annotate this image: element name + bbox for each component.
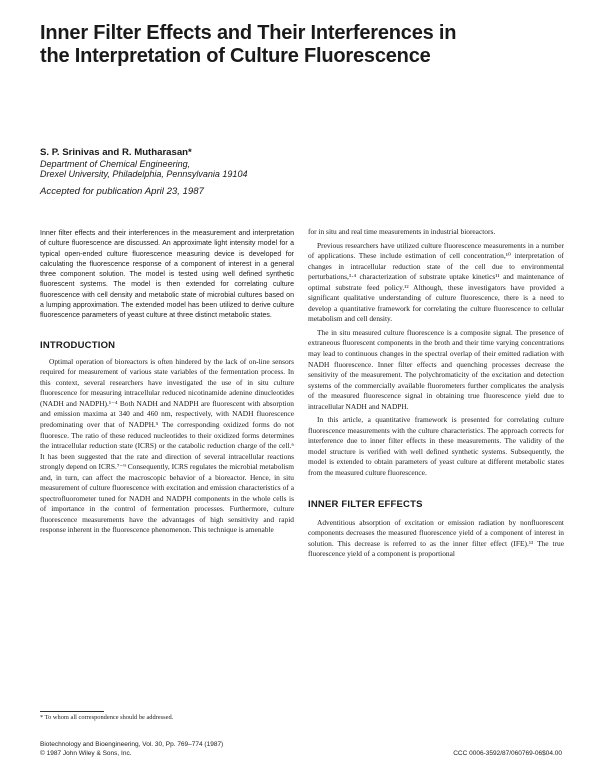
continued-paragraph: for in situ and real time measurements in industrial bioreactors. (308, 227, 496, 236)
framework-paragraph: In this article, a quantitative framework is presented for correlating culture fluorescence measurements with the culture characteristics. The approach corrects for interference due to inner filter effects in these measurements. The validity of the model structure is verified with well defined synthetic systems. Subsequently, the model is extended to obtain parameters of yeast culture at different metabolic states from the measured culture fluorescence. (308, 415, 564, 478)
inner-filter-effects-heading: INNER FILTER EFFECTS (308, 498, 423, 510)
abstract: Inner filter effects and their interferences in the measurement and interpretation of culture fluorescence are discussed. An approximate light intensity model for a typical open-ended culture fluorescence measuring device is developed for calculating the fluorescence response of a component of interest in a general three component solution. The model is tested using well defined synthetic fluorescent systems. The model is then extended for correlating culture fluorescence with cell density and metabolic state of microbial cultures based on a lumping approximation. The extended model has been utilized to derive culture fluorescence parameters of yeast culture at three distinct metabolic states. (40, 230, 294, 320)
ccc-code: CCC 0006-3592/87/060769-06$04.00 (453, 750, 562, 757)
left-column (40, 227, 294, 536)
introduction-heading: INTRODUCTION (40, 339, 116, 351)
footnote: * To whom all correspondence should be addressed. (40, 714, 174, 721)
footnote-divider (40, 711, 104, 712)
journal-citation: Biotechnology and Bioengineering, Vol. 30, Pp. 769–774 (1987) (40, 741, 224, 748)
article-title: Inner Filter Effects and Their Interferences in the Interpretation of Culture Fluorescence (40, 22, 457, 67)
inner-filter-paragraph: Adventitious absorption of excitation or emission radiation by nonfluorescent components decreases the measured fluorescence yield of a component of interest in solution. This decrease is referred to as the inner filter effect (IFE).¹³ The true fluorescence yield of a component is proportional (308, 517, 564, 559)
accepted-date: Accepted for publication April 23, 1987 (40, 186, 204, 197)
affiliation-university: Drexel University, Philadelphia, Pennsylvania 19104 (40, 169, 248, 179)
previous-research-paragraph: Previous researchers have utilized culture fluorescence measurements in a number of applications. These include estimation of cell concentration,¹⁰ interpretation of changes in intracellular reduction state of the cell due to environmental perturbations,³·⁴ characterization of substrate uptake kinetics¹¹ and maintenance of optimal substrate feed policy.¹² Although, these investigators have provided a significant qualitative understanding of culture fluorescence, there is a need to develop a quantitative framework for correlating the culture fluorescence to cellular metabolism and cell density. (308, 240, 564, 324)
copyright: © 1987 John Wiley & Sons, Inc. (40, 750, 132, 757)
authors: S. P. Srinivas and R. Mutharasan* (40, 147, 192, 158)
affiliation-department: Department of Chemical Engineering, (40, 159, 191, 169)
introduction-paragraph: Optimal operation of bioreactors is often hindered by the lack of on-line sensors required for measurement of various state variables of the fermentation process. In this context, several researchers have investigated the use of in situ culture fluorescence for measuring intracellular reduced nicotinamide adenine dinucleotides (NADH and NADPH).¹⁻⁴ Both NADH and NADPH are fluorescent with absorption and emission maxima at 340 and 460 nm, respectively, with NADH fluorescence predominating over that of NADPH.⁵ The corresponding oxidized forms do not fluoresce. The ratio of these reduced nucleotides to their oxidized forms determines the intracellular reduction state (ICRS) or the catabolic reduction charge of the cell.⁶ It has been suggested that the rate and direction of several intracellular reactions strongly depend on ICRS.⁷⁻⁹ Consequently, ICRS regulates the microbial metabolism and, in turn, can affect the macroscopic behavior of a bioreactor. Hence, in situ measurement of culture fluorescence with excitation and emission characteristics of a spectrofluorometer tuned for NADH and NADPH components in the whole cells is of importance in the control of fermentation processes. Furthermore, culture fluorescence measurements have the advantages of high sensitivity and rapid response inherent in the fluorescence phenomenon. This technique is amenable (40, 356, 294, 535)
right-column (308, 227, 564, 560)
composite-signal-paragraph: The in situ measured culture fluorescence is a composite signal. The presence of extraneous fluorescent components in the broth and their time varying concentrations may lead to continuous changes in the spectral overlap of their emitted radiation with NADH fluorescence. Inner filter effects and quenching processes decrease the sensitivity of the measurement. The polychromaticity of the excitation and detection systems of the commercially available fluorometers further complicates the analysis of the measured fluorescence signal in obtaining true fluorescence yield due to intracellular NADH and NADPH. (308, 327, 564, 411)
